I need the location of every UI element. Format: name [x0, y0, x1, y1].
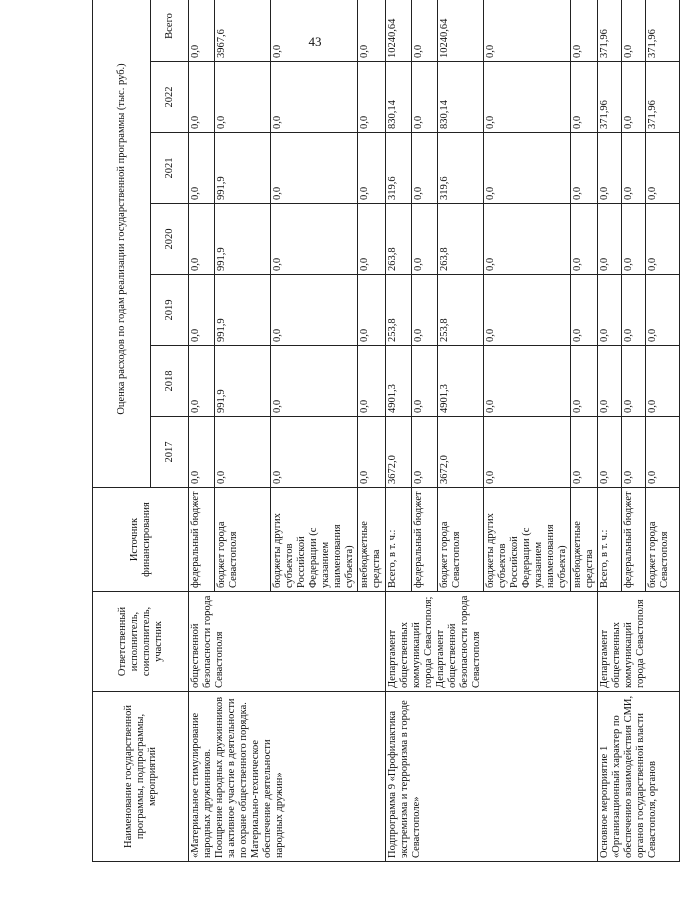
amount-cell: 991,9 — [215, 346, 271, 417]
amount-cell: 0,0 — [646, 417, 680, 488]
amount-cell: 0,0 — [622, 0, 646, 62]
header-year: 2022 — [151, 62, 189, 133]
amount-cell: 319,6 — [386, 133, 412, 204]
program-name-cell: «Материальное стимулирование народных дружинников. Поощрение народных дружинников за активное участие в деятельности по охране общественного порядка. Материально-техническое обеспечение деятельности народных дружин» — [189, 692, 386, 862]
amount-cell: 4901,3 — [386, 346, 412, 417]
amount-cell: 0,0 — [484, 417, 571, 488]
amount-cell: 0,0 — [622, 204, 646, 275]
amount-cell: 0,0 — [646, 204, 680, 275]
amount-cell: 830,14 — [386, 62, 412, 133]
page-number: 43 — [308, 34, 322, 49]
responsible-cell: общественной безопасности города Севастополя — [189, 592, 386, 692]
amount-cell: 0,0 — [271, 346, 358, 417]
header-responsible: Ответственный исполнитель, соисполнитель, участник — [93, 592, 189, 692]
funding-source-cell: федеральный бюджет — [189, 488, 215, 592]
program-name-cell: Подпрограмма 9 «Профилактика экстремизма и терроризма в городе Севастополе» — [386, 692, 598, 862]
amount-cell: 0,0 — [622, 133, 646, 204]
amount-cell: 0,0 — [571, 346, 598, 417]
header-year: 2018 — [151, 346, 189, 417]
amount-cell: 0,0 — [189, 133, 215, 204]
program-name-cell: Основное мероприятие 1 «Организационный характер по обеспечению взаимодействия СМИ, органов государственной власти Севастополя, органов — [598, 692, 680, 862]
amount-cell: 0,0 — [571, 275, 598, 346]
funding-source-cell: бюджеты других субъектов Российской Федерации (с указанием наименования субъекта) — [484, 488, 571, 592]
funding-source-cell: Всего, в т. ч.: — [386, 488, 412, 592]
amount-cell: 0,0 — [622, 417, 646, 488]
amount-cell: 0,0 — [646, 346, 680, 417]
amount-cell: 0,0 — [215, 62, 271, 133]
amount-cell: 0,0 — [622, 346, 646, 417]
amount-cell: 0,0 — [598, 346, 622, 417]
amount-cell: 0,0 — [358, 204, 386, 275]
header-year: 2019 — [151, 275, 189, 346]
amount-cell: 0,0 — [358, 0, 386, 62]
amount-cell: 263,8 — [386, 204, 412, 275]
responsible-cell: Департамент общественных коммуникаций города Севастополя; Департамент общественной безопасности города Севастополя — [386, 592, 598, 692]
amount-cell: 0,0 — [412, 346, 438, 417]
amount-cell: 0,0 — [215, 417, 271, 488]
amount-cell: 253,8 — [386, 275, 412, 346]
amount-cell: 0,0 — [271, 275, 358, 346]
amount-cell: 0,0 — [271, 0, 358, 62]
amount-cell: 3672,0 — [386, 417, 412, 488]
amount-cell: 319,6 — [438, 133, 484, 204]
amount-cell: 0,0 — [484, 0, 571, 62]
amount-cell: 0,0 — [189, 346, 215, 417]
amount-cell: 0,0 — [598, 275, 622, 346]
amount-cell: 0,0 — [622, 275, 646, 346]
amount-cell: 0,0 — [412, 62, 438, 133]
amount-cell: 0,0 — [412, 204, 438, 275]
amount-cell: 0,0 — [598, 133, 622, 204]
amount-cell: 991,9 — [215, 275, 271, 346]
amount-cell: 0,0 — [598, 204, 622, 275]
amount-cell: 0,0 — [412, 0, 438, 62]
amount-cell: 371,96 — [598, 62, 622, 133]
amount-cell: 0,0 — [271, 133, 358, 204]
amount-cell: 0,0 — [358, 275, 386, 346]
responsible-cell: Департамент общественных коммуникаций города Севастополя — [598, 592, 680, 692]
funding-source-cell: Всего, в т. ч.: — [598, 488, 622, 592]
header-year: 2021 — [151, 133, 189, 204]
table-row — [386, 0, 412, 862]
amount-cell: 991,9 — [215, 204, 271, 275]
amount-cell: 830,14 — [438, 62, 484, 133]
amount-cell: 0,0 — [412, 133, 438, 204]
header-year: 2017 — [151, 417, 189, 488]
amount-cell: 253,8 — [438, 275, 484, 346]
amount-cell: 0,0 — [189, 62, 215, 133]
amount-cell: 0,0 — [189, 204, 215, 275]
amount-cell: 0,0 — [571, 0, 598, 62]
budget-table — [92, 0, 680, 862]
header-costs: Оценка расходов по годам реализации государственной программы (тыс. руб.) — [93, 0, 151, 488]
amount-cell: 0,0 — [598, 417, 622, 488]
amount-cell: 3967,6 — [215, 0, 271, 62]
amount-cell: 0,0 — [358, 346, 386, 417]
amount-cell: 263,8 — [438, 204, 484, 275]
amount-cell: 0,0 — [571, 204, 598, 275]
amount-cell: 0,0 — [189, 275, 215, 346]
amount-cell: 0,0 — [484, 133, 571, 204]
amount-cell: 371,96 — [598, 0, 622, 62]
funding-source-cell: внебюджетные средства — [571, 488, 598, 592]
header-source: Источник финансирования — [93, 488, 189, 592]
amount-cell: 0,0 — [484, 62, 571, 133]
amount-cell: 371,96 — [646, 62, 680, 133]
amount-cell: 0,0 — [271, 62, 358, 133]
amount-cell: 10240,64 — [438, 0, 484, 62]
header-name: Наименование государственной программы, подпрограммы, мероприятий — [93, 692, 189, 862]
funding-source-cell: бюджет города Севастополя — [438, 488, 484, 592]
header-year: 2020 — [151, 204, 189, 275]
amount-cell: 0,0 — [358, 62, 386, 133]
amount-cell: 0,0 — [571, 62, 598, 133]
amount-cell: 0,0 — [646, 275, 680, 346]
amount-cell: 0,0 — [571, 133, 598, 204]
amount-cell: 0,0 — [189, 417, 215, 488]
amount-cell: 3672,0 — [438, 417, 484, 488]
amount-cell: 0,0 — [646, 133, 680, 204]
header-year: Всего — [151, 0, 189, 62]
amount-cell: 0,0 — [189, 0, 215, 62]
amount-cell: 0,0 — [358, 417, 386, 488]
amount-cell: 4901,3 — [438, 346, 484, 417]
amount-cell: 0,0 — [412, 417, 438, 488]
amount-cell: 0,0 — [358, 133, 386, 204]
amount-cell: 10240,64 — [386, 0, 412, 62]
funding-source-cell: бюджет города Севастополя — [215, 488, 271, 592]
amount-cell: 371,96 — [646, 0, 680, 62]
table-row — [598, 0, 622, 862]
amount-cell: 0,0 — [412, 275, 438, 346]
amount-cell: 0,0 — [271, 417, 358, 488]
funding-source-cell: бюджеты других субъектов Российской Федерации (с указанием наименования субъекта) — [271, 488, 358, 592]
table-row — [189, 0, 215, 862]
amount-cell: 991,9 — [215, 133, 271, 204]
amount-cell: 0,0 — [484, 204, 571, 275]
funding-source-cell: внебюджетные средства — [358, 488, 386, 592]
amount-cell: 0,0 — [484, 346, 571, 417]
amount-cell: 0,0 — [271, 204, 358, 275]
amount-cell: 0,0 — [484, 275, 571, 346]
amount-cell: 0,0 — [622, 62, 646, 133]
funding-source-cell: федеральный бюджет — [622, 488, 646, 592]
funding-source-cell: федеральный бюджет — [412, 488, 438, 592]
funding-source-cell: бюджет города Севастополя — [646, 488, 680, 592]
amount-cell: 0,0 — [571, 417, 598, 488]
